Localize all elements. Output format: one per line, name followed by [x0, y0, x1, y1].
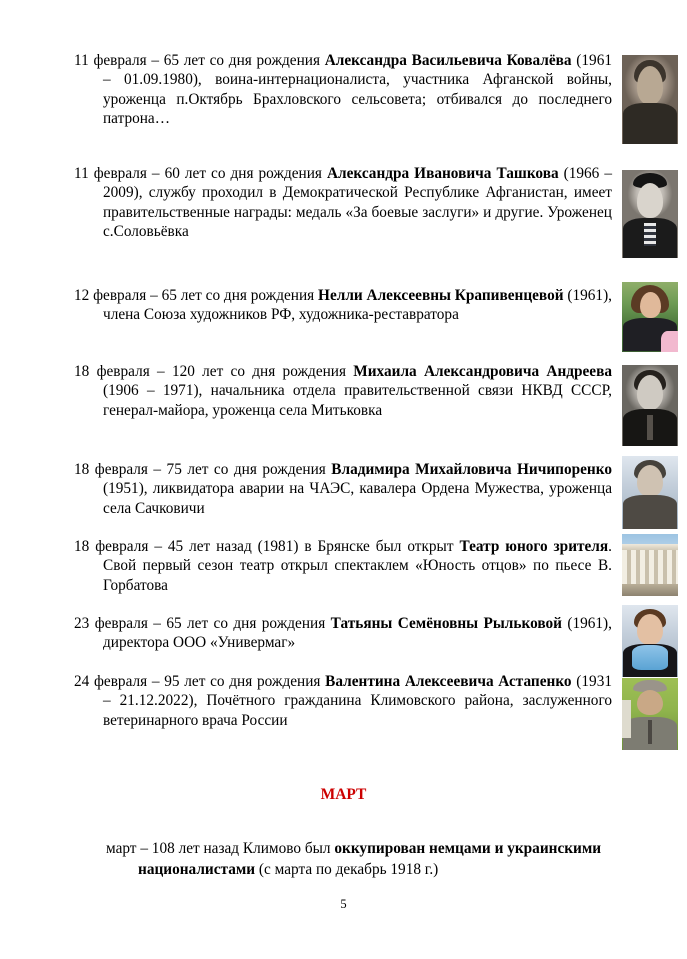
entry-astapenko	[74, 672, 612, 730]
month-heading-march: МАРТ	[320, 786, 367, 803]
entry-text: 18 февраля – 75 лет со дня рождения Владимира Михайловича Ничипоренко (1951), ликвидатора аварии на ЧАЭС, кавалера Ордена Мужества, уроженца села Сачковичи	[74, 461, 612, 517]
entry-youth-theatre	[74, 537, 612, 595]
entry-text: 18 февраля – 45 лет назад (1981) в Брянске был открыт Театр юного зрителя. Свой первый сезон театр открыл спектаклем «Юность отцов» по пьесе В. Горбатова	[74, 538, 612, 594]
entry-rylkova	[74, 614, 612, 653]
entry-text: 11 февраля – 65 лет со дня рождения Александра Васильевича Ковалёва (1961 – 01.09.1980), воина-интернационалиста, участника Афганской войны, уроженца п.Октябрь Брахловского сельсовета; отбивался до последнего патрона…	[74, 52, 612, 127]
portrait-kovalev	[622, 55, 678, 144]
portrait-rylkova	[622, 605, 678, 677]
photo-youth-theatre-building	[622, 534, 678, 596]
portrait-andreev	[622, 365, 678, 446]
entry-kovalev	[74, 51, 612, 128]
portrait-astapenko	[622, 678, 678, 750]
entry-text: 11 февраля – 60 лет со дня рождения Александра Ивановича Ташкова (1966 – 2009), службу проходил в Демократической Республике Афганистан, имеет правительственные награды: медаль «За боевые заслуги» и другие. Уроженец с.Соловьёвка	[74, 165, 612, 240]
march-note: март – 108 лет назад Климово был оккупирован немцами и украинскими националистами (с марта по декабрь 1918 г.)	[106, 840, 602, 878]
page-number: 5	[340, 897, 347, 911]
entry-text: 12 февраля – 65 лет со дня рождения Нелли Алексеевны Крапивенцевой (1961), члена Союза художников РФ, художника-реставратора	[74, 287, 612, 324]
entry-krapiventseva	[74, 286, 612, 325]
entry-andreev	[74, 362, 612, 420]
entry-text: 24 февраля – 95 лет со дня рождения Валентина Алексеевича Астапенко (1931 – 21.12.2022), Почётного гражданина Климовского района, заслуженного ветеринарного врача России	[74, 673, 612, 729]
entry-text: 23 февраля – 65 лет со дня рождения Татьяны Семёновны Рыльковой (1961), директора ООО «Универмаг»	[74, 615, 612, 652]
entry-nichiporenko	[74, 460, 612, 518]
portrait-tashkov	[622, 170, 678, 258]
entry-text: 18 февраля – 120 лет со дня рождения Михаила Александровича Андреева (1906 – 1971), начальника отдела правительственной связи НКВД СССР, генерал-майора, уроженца села Митьковка	[74, 363, 612, 419]
entry-tashkov	[74, 164, 612, 241]
portrait-nichiporenko	[622, 456, 678, 529]
portrait-krapiventseva	[622, 282, 678, 352]
